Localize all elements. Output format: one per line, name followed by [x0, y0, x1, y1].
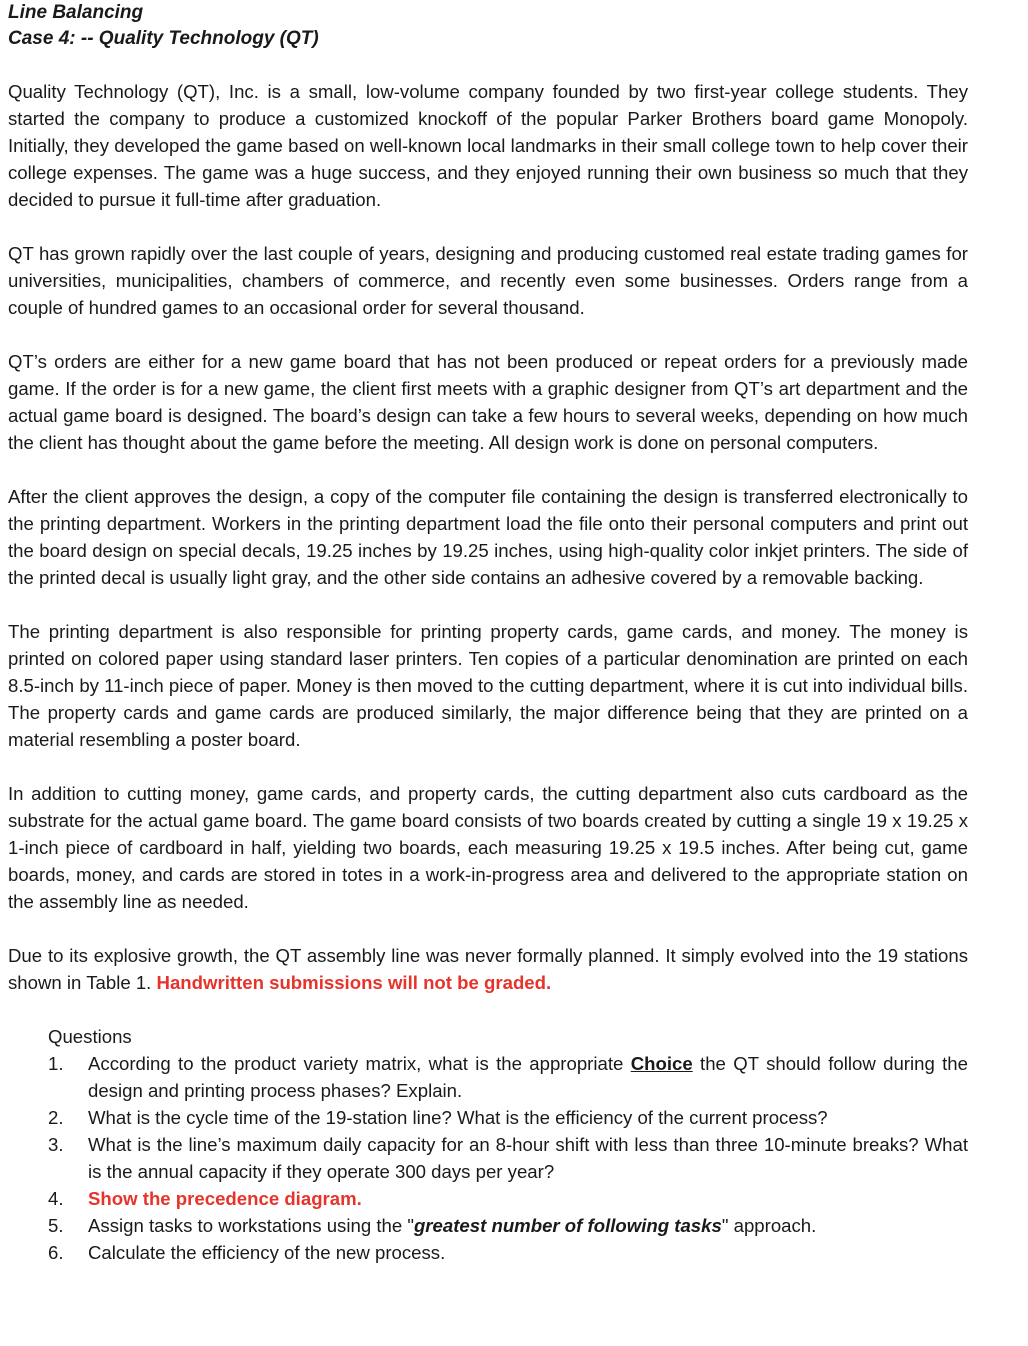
- question-text-part: According to the product variety matrix, what is the appropriate: [88, 1053, 631, 1074]
- question-text: What is the line’s maximum daily capacity for an 8-hour shift with less than three 10-minute breaks? What is the annual capacity if they operate 300 days per year?: [88, 1134, 968, 1182]
- paragraph-orders: QT’s orders are either for a new game board that has not been produced or repeat orders for a previously made game. If the order is for a new game, the client first meets with a graphic designer from QT’s art department and the actual game board is designed. The board’s design can take a few hours to several weeks, depending on how much the client has thought about the game before the meeting. All design work is done on personal computers.: [8, 351, 968, 453]
- question-item: [48, 1050, 968, 1104]
- paragraph-cards-money: The printing department is also responsible for printing property cards, game cards, and money. The money is printed on colored paper using standard laser printers. Ten copies of a particular denomination are printed on each 8.5-inch by 11-inch piece of paper. Money is then moved to the cutting department, where it is cut into individual bills. The property cards and game cards are produced similarly, the major difference being that they are printed on a material resembling a poster board.: [8, 621, 968, 750]
- paragraph-intro: Quality Technology (QT), Inc. is a small, low-volume company founded by two first-year college students. They started the company to produce a customized knockoff of the popular Parker Brothers board game Monopoly. Initially, they developed the game based on well-known local landmarks in their small college town to help cover their college expenses. The game was a huge success, and they enjoyed running their own business so much that they decided to pursue it full-time after graduation.: [8, 81, 968, 210]
- document-title: Line Balancing: [8, 2, 144, 23]
- question-item: [48, 1212, 968, 1239]
- question-number: 2.: [48, 1107, 64, 1128]
- question-item: [48, 1131, 968, 1185]
- question-number: 5.: [48, 1215, 64, 1236]
- question-item: [48, 1185, 968, 1212]
- question-text-part: " approach.: [721, 1215, 817, 1236]
- document-header: [8, 0, 968, 52]
- question-text: Calculate the efficiency of the new process.: [88, 1242, 446, 1263]
- questions-heading: Questions: [48, 1026, 132, 1047]
- choice-emphasis: Choice: [630, 1053, 693, 1074]
- question-text-precedence: Show the precedence diagram.: [88, 1188, 362, 1209]
- case-subtitle: Case 4: -- Quality Technology (QT): [8, 28, 319, 49]
- question-text-part: Assign tasks to workstations using the ": [88, 1215, 414, 1236]
- question-text: [88, 1212, 968, 1239]
- question-number: 4.: [48, 1188, 64, 1209]
- paragraph-growth: QT has grown rapidly over the last couple of years, designing and producing customed real estate trading games for universities, municipalities, chambers of commerce, and recently even some businesses. Orders range from a couple of hundred games to an occasional order for several thousand.: [8, 243, 968, 318]
- question-item: [48, 1104, 968, 1131]
- paragraph-printing: After the client approves the design, a copy of the computer file containing the design is transferred electronically to the printing department. Workers in the printing department load the file onto their personal computers and print out the board design on special decals, 19.25 inches by 19.25 inches, using high-quality color inkjet printers. The side of the printed decal is usually light gray, and the other side contains an adhesive covered by a removable backing.: [8, 486, 968, 588]
- paragraph-cutting: In addition to cutting money, game cards, and property cards, the cutting department also cuts cardboard as the substrate for the actual game board. The game board consists of two boards created by cutting a single 19 x 19.25 x 1-inch piece of cardboard in half, yielding two boards, each measuring 19.25 x 19.5 inches. After being cut, game boards, money, and cards are stored in totes in a work-in-progress area and delivered to the appropriate station on the assembly line as needed.: [8, 783, 968, 912]
- question-text: [88, 1050, 968, 1104]
- question-number: 6.: [48, 1242, 64, 1263]
- question-item: [48, 1239, 968, 1266]
- question-text-part: the QT should follow during the design and printing process phases? Explain.: [88, 1053, 968, 1101]
- handwritten-warning: Handwritten submissions will not be graded.: [156, 972, 552, 993]
- question-text: What is the cycle time of the 19-station line? What is the efficiency of the current process?: [88, 1107, 828, 1128]
- paragraph-assembly-line: [8, 942, 968, 996]
- question-number: 3.: [48, 1134, 64, 1155]
- question-number: 1.: [48, 1053, 64, 1074]
- assembly-line-text: Due to its explosive growth, the QT assembly line was never formally planned. It simply evolved into the 19 stations shown in Table 1.: [8, 945, 968, 993]
- questions-section: [8, 1023, 968, 1266]
- approach-emphasis: greatest number of following tasks: [413, 1215, 722, 1236]
